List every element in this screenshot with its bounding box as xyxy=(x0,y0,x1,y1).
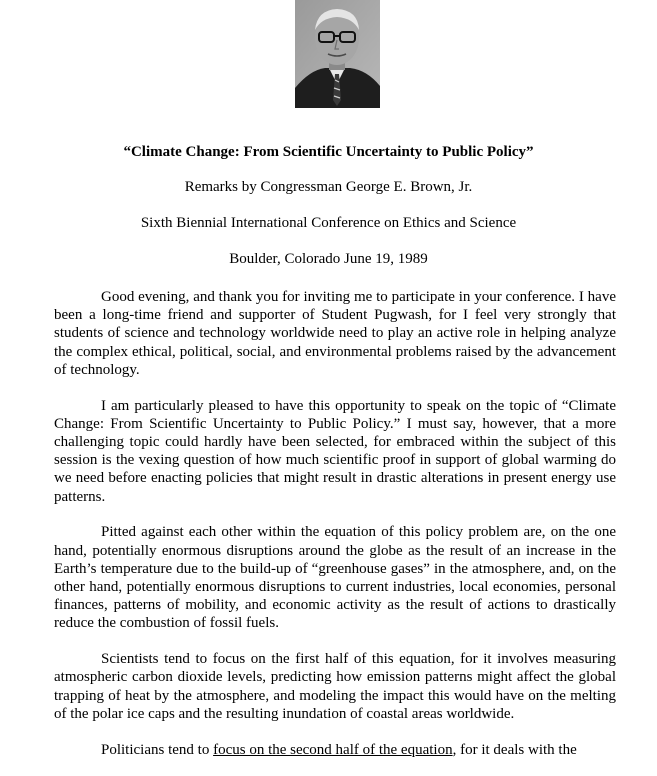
paragraph: Pitted against each other within the equation of this policy problem are, on the one hand, potentially enormous disruptions around the globe as the result of an increase in the Earth’s temperature due to the build-up of “greenhouse gases” in the atmosphere, and, on the other hand, potentially enormous disruptions to current industries, local economies, personal finances, patterns of mobility, and economic activity as the result of actions to drastically reduce the combustion of fossil fuels. xyxy=(54,524,616,632)
paragraph-text-start: Politicians tend to xyxy=(101,741,214,758)
conference-name: Sixth Biennial International Conference on Ethics and Science xyxy=(140,215,517,231)
paragraph: Scientists tend to focus on the first half of this equation, for it involves measuring atmospheric carbon dioxide levels, predicting how emission patterns might affect the global trapping of heat by the atmosphere, and modeling the impact this would have on the melting of the polar ice caps and the resulting inundation of coastal areas worldwide. xyxy=(54,651,616,722)
paragraph-text-end: , for it deals with the xyxy=(452,741,577,758)
speaker-portrait xyxy=(295,0,380,108)
paragraph: Good evening, and thank you for inviting me to participate in your conference. I have been a long-time friend and supporter of Student Pugwash, for I feel very strongly that students of science and technology worldwide need to play an active role in helping analyze the complex ethical, political, social, and environmental problems raised by the advancement of technology. xyxy=(54,289,616,378)
remarks-byline: Remarks by Congressman George E. Brown, Jr. xyxy=(184,179,473,195)
speech-title: “Climate Change: From Scientific Uncertainty to Public Policy” xyxy=(123,144,534,160)
underlined-phrase: focus on the second half of the equation xyxy=(213,741,453,758)
portrait-photo-icon xyxy=(295,0,380,108)
paragraph-partial xyxy=(54,741,616,759)
paragraph: I am particularly pleased to have this opportunity to speak on the topic of “Climate Change: From Scientific Uncertainty to Public Policy.” I must say, however, that a more challenging topic could hardly have been selected, for embraced within the subject of this session is the vexing question of how much scientific proof in support of global warming do we need before enacting policies that might result in drastic alterations in present energy use patterns. xyxy=(54,397,616,505)
speech-body xyxy=(54,288,616,776)
location-date: Boulder, Colorado June 19, 1989 xyxy=(229,251,428,267)
